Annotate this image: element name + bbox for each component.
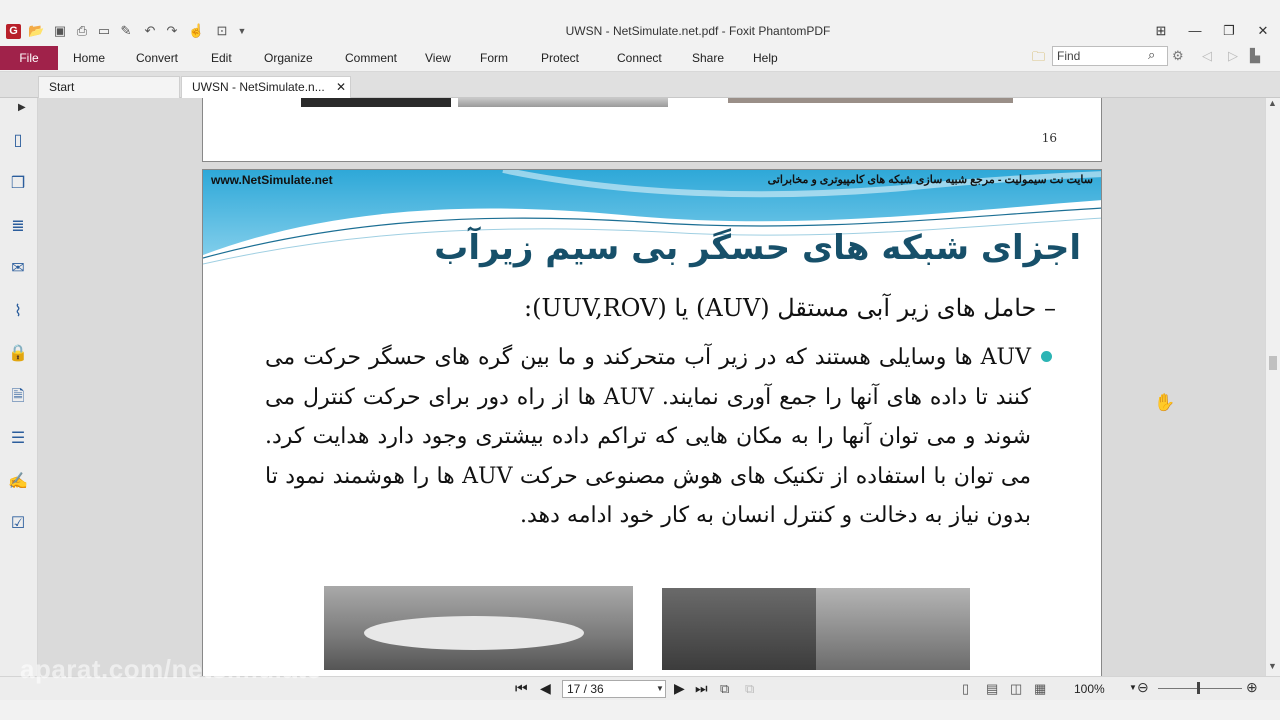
user-icon[interactable]: ▙ xyxy=(1250,48,1260,63)
tab-edit[interactable]: Edit xyxy=(211,51,232,65)
zoom-slider[interactable] xyxy=(1158,688,1242,689)
minimize-button[interactable]: — xyxy=(1188,23,1202,38)
search-icon[interactable]: ⌕ xyxy=(1148,47,1156,62)
current-page xyxy=(202,169,1102,676)
tab-comment[interactable]: Comment xyxy=(345,51,398,65)
content-icon[interactable]: ☰ xyxy=(10,430,26,447)
site-slogan: سایت نت سیمولیت - مرجع شبیه سازی شبکه های کامپیوتری و مخابراتی xyxy=(767,174,1093,186)
tab-document-active[interactable]: UWSN - NetSimulate.n... xyxy=(181,76,351,98)
comments-icon[interactable]: ✉ xyxy=(11,260,25,277)
auv-body-shape xyxy=(364,616,584,650)
previous-view-icon[interactable]: ⧉ xyxy=(720,681,730,696)
zoom-slider-thumb[interactable] xyxy=(1197,682,1200,694)
vertical-scrollbar[interactable] xyxy=(1265,98,1280,676)
find-input[interactable]: Find xyxy=(1052,46,1168,66)
zoom-in-icon[interactable]: ⊕ xyxy=(1246,679,1258,695)
back-arrow-icon[interactable]: ◁ xyxy=(1202,48,1212,63)
expand-panel-arrow-icon[interactable]: ▶ xyxy=(18,102,26,113)
scroll-up-arrow-icon[interactable]: ▲ xyxy=(1268,98,1277,108)
slide-title: اجزای شبکه های حسگر بی سیم زیرآب xyxy=(434,228,1081,268)
page-number-field[interactable]: 17 / 36 xyxy=(562,680,666,698)
ribbon-layout-icon[interactable]: ⊞ xyxy=(1155,23,1167,38)
hand-tool-icon[interactable]: ☝ xyxy=(188,23,205,38)
single-page-view-icon[interactable]: ▯ xyxy=(962,681,970,696)
bookmark-icon[interactable]: ▯ xyxy=(13,132,23,149)
previous-page-button[interactable]: ◀ xyxy=(540,680,551,696)
tab-start[interactable]: Start xyxy=(38,76,180,98)
tab-help[interactable]: Help xyxy=(753,51,778,65)
signature-icon[interactable]: ✍ xyxy=(8,473,28,490)
facing-view-icon[interactable]: ◫ xyxy=(1010,681,1023,696)
last-page-button[interactable]: ⏭ xyxy=(695,680,708,696)
zoom-level[interactable]: 100% xyxy=(1074,682,1105,696)
auv-water-photo xyxy=(662,588,816,670)
bullet-dot xyxy=(1041,351,1052,362)
find-folder-icon[interactable]: 🗀 xyxy=(1032,49,1046,64)
close-tab-icon[interactable]: ✕ xyxy=(336,80,347,94)
navigation-panel xyxy=(0,98,38,676)
page-dropdown-icon[interactable]: ▼ xyxy=(656,684,664,693)
redo-icon[interactable]: ↷ xyxy=(166,23,178,38)
forward-arrow-icon[interactable]: ▷ xyxy=(1228,48,1238,63)
attachment-icon[interactable]: ⌇ xyxy=(14,303,22,320)
previous-page-image xyxy=(458,98,668,107)
tab-convert[interactable]: Convert xyxy=(136,51,179,65)
bottom-strip xyxy=(0,700,1280,720)
sub-bullet: – حامل های زیر آبی مستقل (AUV) یا (UUV,ROV): xyxy=(524,294,1056,322)
app-logo-icon[interactable]: G xyxy=(6,24,21,39)
hand-cursor-icon: ✋ xyxy=(1154,393,1176,412)
properties-icon[interactable]: ▭ xyxy=(97,23,111,38)
document-search-icon[interactable]: 🗎 xyxy=(11,388,25,405)
gear-icon[interactable]: ⚙ xyxy=(1172,48,1184,63)
zoom-out-icon[interactable]: ⊖ xyxy=(1137,679,1149,695)
tab-view[interactable]: View xyxy=(425,51,451,65)
previous-page-image xyxy=(728,98,1013,103)
continuous-view-icon[interactable]: ▤ xyxy=(986,681,999,696)
title-bar xyxy=(0,0,1280,44)
save-icon[interactable]: ▣ xyxy=(53,23,67,38)
site-url: www.NetSimulate.net xyxy=(211,173,333,187)
window-title: UWSN - NetSimulate.net.pdf - Foxit PhantomPDF xyxy=(565,24,831,38)
previous-page-image xyxy=(301,98,451,107)
scroll-thumb[interactable] xyxy=(1269,356,1277,370)
print-icon[interactable]: ⎙ xyxy=(76,23,88,38)
tab-organize[interactable]: Organize xyxy=(264,51,313,65)
close-window-button[interactable]: ✕ xyxy=(1257,23,1269,38)
tab-home[interactable]: Home xyxy=(73,51,106,65)
next-view-icon[interactable]: ⧉ xyxy=(745,681,755,696)
scroll-down-arrow-icon[interactable]: ▼ xyxy=(1268,661,1277,671)
next-page-button[interactable]: ▶ xyxy=(674,680,685,696)
first-page-button[interactable]: ⏮ xyxy=(515,680,528,696)
security-lock-icon[interactable]: 🔒 xyxy=(8,345,28,362)
previous-page xyxy=(202,98,1102,162)
continuous-facing-view-icon[interactable]: ▦ xyxy=(1034,681,1047,696)
settings-doc-icon[interactable]: ✎ xyxy=(120,23,132,38)
tab-connect[interactable]: Connect xyxy=(617,51,662,65)
file-tab[interactable]: File xyxy=(0,46,58,70)
restore-button[interactable]: ❐ xyxy=(1223,23,1235,38)
customize-dropdown-icon[interactable]: ▼ xyxy=(237,26,247,36)
tab-form[interactable]: Form xyxy=(480,51,508,65)
body-paragraph: AUV ها وسایلی هستند که در زیر آب متحرکند و ما بین گره های حسگر حرکت می کنند تا داده های آنها را جمع آوری نمایند. AUV ها از راه دور برای حرکت کنترل می شوند و می توان آنها را به مکان هایی که تراکم داده بیشتری وجود دارد هدایت کرد. می توان با استفاده از تکنیک های هوش مصنوعی حرکت AUV ها را هوشمند نمود تا بدون نیاز به دخالت و کنترل انسان به کار خود ادامه دهد. xyxy=(265,345,1031,528)
watermark: aparat.com/netsimulate xyxy=(20,654,322,684)
open-icon[interactable]: 📂 xyxy=(28,23,45,38)
document-tab-bar xyxy=(0,72,1280,98)
tab-share[interactable]: Share xyxy=(692,51,725,65)
pages-thumbnail-icon[interactable]: ❒ xyxy=(10,175,26,192)
document-viewer[interactable] xyxy=(38,98,1265,676)
tab-protect[interactable]: Protect xyxy=(541,51,580,65)
form-fields-icon[interactable]: ☑ xyxy=(10,515,26,532)
select-tool-icon[interactable]: ⊡ xyxy=(216,23,228,38)
zoom-dropdown-icon[interactable]: ▼ xyxy=(1129,683,1137,692)
layers-icon[interactable]: ≣ xyxy=(11,218,25,235)
auv-photo xyxy=(324,586,633,670)
auv-antenna-photo xyxy=(816,588,970,670)
previous-page-number: 16 xyxy=(1041,131,1057,145)
undo-icon[interactable]: ↶ xyxy=(144,23,156,38)
